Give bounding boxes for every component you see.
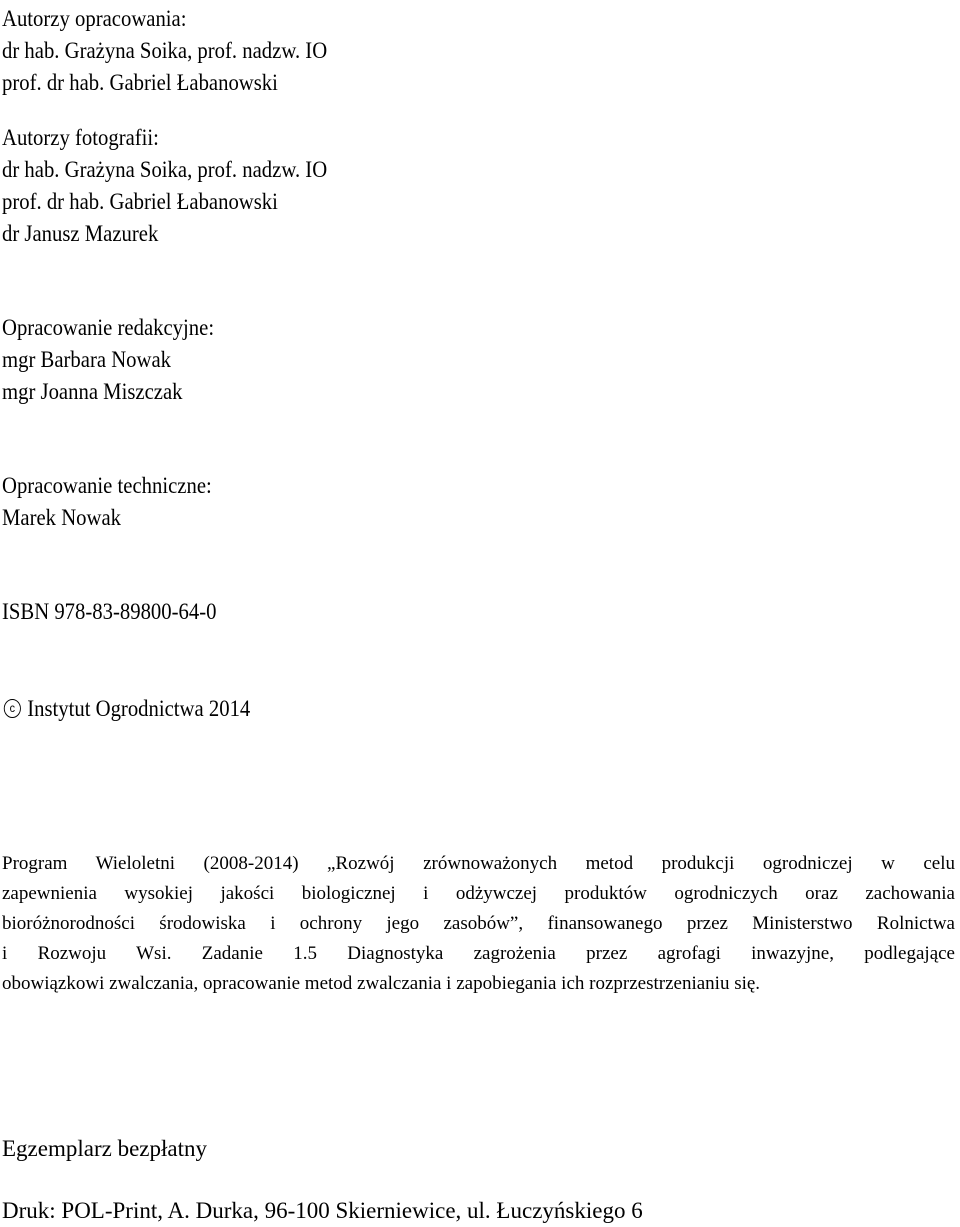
photo-authors-heading: Autorzy fotografii: [2,125,159,150]
photo-authors-section [2,122,327,250]
photo-author-line: dr Janusz Mazurek [2,221,159,246]
technical-section [2,470,212,534]
editorial-heading: Opracowanie redakcyjne: [2,315,215,340]
isbn: ISBN 978-83-89800-64-0 [2,599,217,624]
program-line: Program Wieloletni (2008-2014) „Rozwój zrównoważonych metod produkcji ogrodniczej w celu [2,853,955,874]
copyright-section [2,689,250,725]
free-copy-notice: Egzemplarz bezpłatny [2,1136,207,1161]
copyright-text: Instytut Ogrodnictwa 2014 [27,695,251,721]
technical-heading: Opracowanie techniczne: [2,473,212,498]
technical-line: Marek Nowak [2,505,121,530]
editor-line: mgr Barbara Nowak [2,347,171,372]
editor-line: mgr Joanna Miszczak [2,379,183,404]
program-line: zapewnienia wysokiej jakości biologicznej i odżywczej produktów ogrodniczych oraz zachowania [2,883,955,904]
program-line: obowiązkowi zwalczania, opracowanie metod zwalczania i zapobiegania ich rozprzestrzenianiu się. [2,973,761,994]
isbn-section [2,596,216,628]
photo-author-line: dr hab. Grażyna Soika, prof. nadzw. IO [2,157,328,182]
copyright-icon: c [4,699,21,718]
authors-heading: Autorzy opracowania: [2,6,187,31]
copyright-line [2,693,250,725]
program-line: bioróżnorodności środowiska i ochrony jego zasobów”, finansowanego przez Ministerstwo Rolnictwa [2,913,955,934]
print-info: Druk: POL-Print, A. Durka, 96-100 Skierniewice, ul. Łuczyńskiego 6 [2,1198,643,1223]
program-line: i Rozwoju Wsi. Zadanie 1.5 Diagnostyka zagrożenia przez agrofagi inwazyjne, podlegające [2,943,955,964]
program-paragraph [2,849,955,999]
author-line: dr hab. Grażyna Soika, prof. nadzw. IO [2,38,328,63]
photo-author-line: prof. dr hab. Gabriel Łabanowski [2,189,278,214]
editorial-section [2,312,214,408]
author-line: prof. dr hab. Gabriel Łabanowski [2,70,278,95]
authors-section [2,3,327,99]
